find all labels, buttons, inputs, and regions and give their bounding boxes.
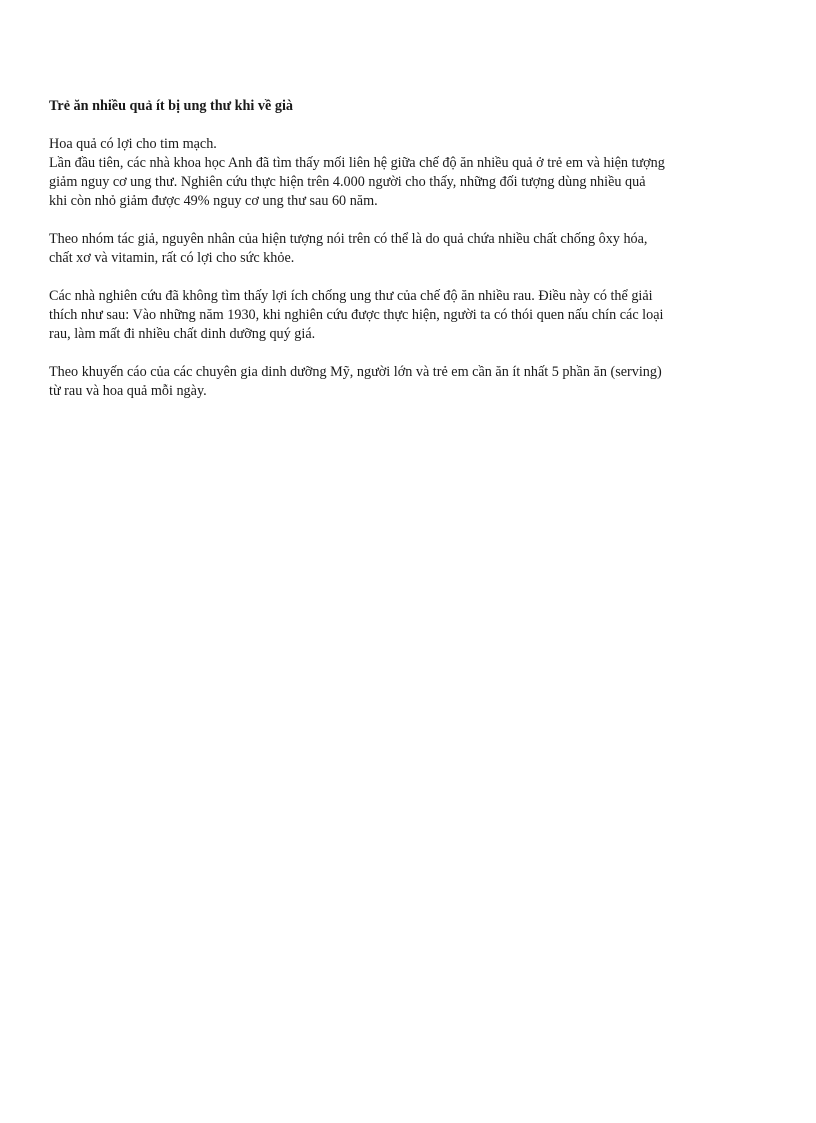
paragraph-vegetables: [49, 287, 765, 344]
paragraph-line: Theo khuyến cáo của các chuyên gia dinh dưỡng Mỹ, người lớn và trẻ em cần ăn ít nhất 5 phần ăn (serving): [49, 364, 662, 380]
paragraph-recommendation: [49, 363, 765, 401]
paragraph-line: từ rau và hoa quả mỗi ngày.: [49, 383, 207, 399]
paragraph-line: thích như sau: Vào những năm 1930, khi nghiên cứu được thực hiện, người ta có thói quen nấu chín các loại: [49, 307, 664, 323]
paragraph-line: rau, làm mất đi nhiều chất dinh dưỡng quý giá.: [49, 326, 316, 342]
article-title: Trẻ ăn nhiều quả ít bị ung thư khi về già: [49, 98, 293, 114]
paragraph-line: giảm nguy cơ ung thư. Nghiên cứu thực hiện trên 4.000 người cho thấy, những đối tượng dùng nhiều quả: [49, 174, 646, 190]
paragraph-line: chất xơ và vitamin, rất có lợi cho sức khỏe.: [49, 250, 295, 266]
paragraph-cause: [49, 230, 765, 268]
paragraph-line: Theo nhóm tác giả, nguyên nhân của hiện tượng nói trên có thể là do quả chứa nhiều chất chống ôxy hóa,: [49, 231, 648, 247]
paragraph-line: Hoa quả có lợi cho tim mạch.: [49, 136, 217, 152]
paragraph-intro: [49, 135, 765, 211]
paragraph-line: Lần đầu tiên, các nhà khoa học Anh đã tìm thấy mối liên hệ giữa chế độ ăn nhiều quả ở trẻ em và hiện tượng: [49, 155, 665, 171]
paragraph-line: Các nhà nghiên cứu đã không tìm thấy lợi ích chống ung thư của chế độ ăn nhiều rau. Điều này có thể giải: [49, 288, 653, 304]
article-body: [49, 97, 765, 420]
paragraph-line: khi còn nhỏ giảm được 49% nguy cơ ung thư sau 60 năm.: [49, 193, 378, 209]
